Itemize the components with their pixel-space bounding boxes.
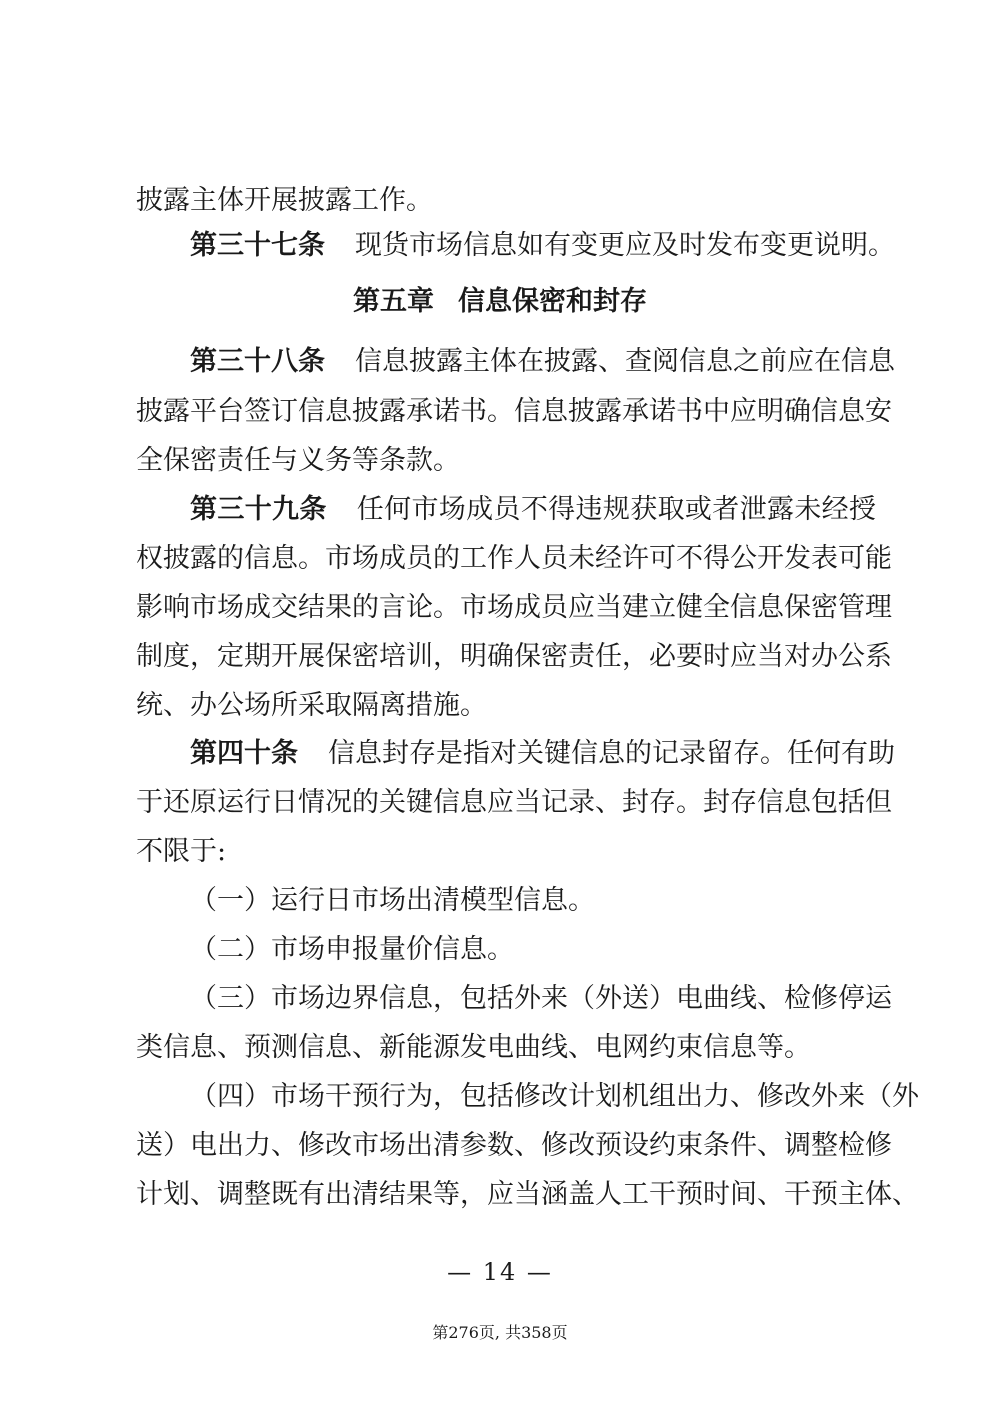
- article-label: 第四十条: [190, 738, 298, 769]
- article-text: 任何市场成员不得违规获取或者泄露未经授: [356, 494, 877, 525]
- article-label: 第三十九条: [190, 494, 327, 525]
- article-label: 第三十七条: [190, 230, 325, 261]
- article-label: 第三十八条: [190, 346, 325, 377]
- page-footer: 第276页, 共358页: [432, 1323, 568, 1342]
- paragraph-line: 权披露的信息。市场成员的工作人员未经许可不得公开发表可能: [136, 543, 892, 574]
- page-number: — 14 —: [447, 1258, 553, 1286]
- paragraph-line: 计划、调整既有出清结果等，应当涵盖人工干预时间、干预主体、: [136, 1179, 919, 1210]
- article-38: [190, 344, 895, 380]
- list-item: （三）市场边界信息，包括外来（外送）电曲线、检修停运: [190, 983, 892, 1014]
- chapter-number: 第五章: [353, 286, 434, 317]
- paragraph-line: 不限于:: [136, 836, 227, 867]
- paragraph-line: 送）电出力、修改市场出清参数、修改预设约束条件、调整检修: [136, 1130, 892, 1161]
- article-37: [190, 228, 895, 264]
- article-text: 信息披露主体在披露、查阅信息之前应在信息: [355, 346, 895, 377]
- article-text: 现货市场信息如有变更应及时发布变更说明。: [355, 230, 895, 261]
- paragraph-line: 于还原运行日情况的关键信息应当记录、封存。封存信息包括但: [136, 787, 892, 818]
- paragraph-line: 披露主体开展披露工作。: [136, 185, 433, 216]
- article-text: 信息封存是指对关键信息的记录留存。任何有助: [328, 738, 895, 769]
- paragraph-line: 统、办公场所采取隔离措施。: [136, 690, 487, 721]
- paragraph-line: 类信息、预测信息、新能源发电曲线、电网约束信息等。: [136, 1032, 811, 1063]
- article-40: [190, 736, 895, 772]
- paragraph-line: 影响市场成交结果的言论。市场成员应当建立健全信息保密管理: [136, 592, 892, 623]
- paragraph-line: 制度，定期开展保密培训，明确保密责任，必要时应当对办公系: [136, 641, 892, 672]
- paragraph-line: 披露平台签订信息披露承诺书。信息披露承诺书中应明确信息安: [136, 396, 892, 427]
- paragraph-line: 全保密责任与义务等条款。: [136, 445, 460, 476]
- list-item: （四）市场干预行为，包括修改计划机组出力、修改外来（外: [190, 1081, 919, 1112]
- list-item: （一）运行日市场出清模型信息。: [190, 885, 595, 916]
- list-item: （二）市场申报量价信息。: [190, 934, 514, 965]
- chapter-title: 信息保密和封存: [458, 286, 647, 317]
- article-39: [190, 492, 876, 528]
- chapter-heading: [0, 284, 1000, 320]
